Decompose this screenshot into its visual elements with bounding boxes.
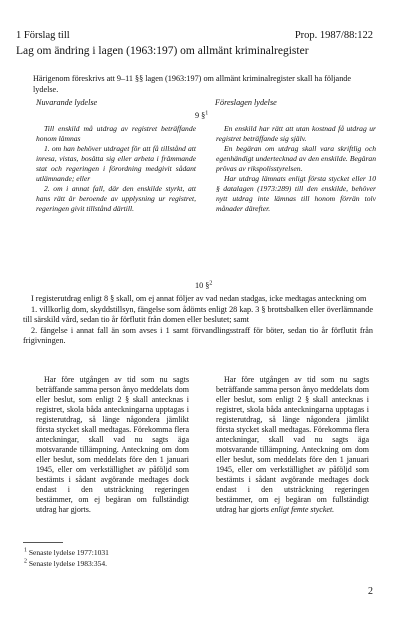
section-heading: 1 Förslag till (16, 30, 70, 41)
footnote-separator (23, 542, 63, 543)
paragraph-9-current (36, 124, 196, 214)
law-title: Lag om ändring i lagen (1963:197) om allmänt kriminalregister (16, 45, 309, 57)
paragraph-10-common (23, 294, 373, 347)
page-number: 2 (368, 586, 373, 597)
current-text-line: Till enskild må utdrag av registret beträffande honom lämnas (36, 124, 196, 143)
current-text-line: 1. om han behöver utdraget för att få tillstånd att inresa, vistas, bosätta sig eller arbeta i främmande stat och regeringen i förordning medgivit sådant utlämnande; eller (36, 144, 196, 183)
paragraph-10-item-2: 2. fängelse i annat fall än som avses i 1 samt förvandlingsstraff för böter, sedan tio år förflutit från frigivningen. (23, 325, 373, 345)
current-text: Har före utgången av tid som nu sagts beträffande samma person ånyo meddelats dom eller beslut, som enligt 2 § skall antecknas i registret, skola båda anteckningarna upptagas i registerutdrag, så länge någondera jämlikt första stycket skall medtagas. Förekomma flera anteckningar, skall vad nu sagts äga motsvarande tillämpning. Anteckning om dom eller beslut, som meddelats före den 1 januari 1945, eller om verkställighet av påföljd som bestämts i sådant avgörande medtages dock endast i den utsträckning regeringen bestämmer, om ej begäran om fullständigt utdrag har gjorts. (36, 375, 189, 514)
document-reference: Prop. 1987/88:122 (294, 30, 373, 41)
paragraph-10-current (36, 375, 189, 515)
paragraph-10-item-1: 1. villkorlig dom, skyddstillsyn, fängelse som ådömts enligt 28 kap. 3 § brottsbalken eller överlämnande till särskild vård, sedan tio år förflutit från domen eller beslutet; samt (23, 304, 374, 324)
footnote-1: $^1$ Senaste lydelse 1977:1031 (24, 547, 109, 557)
intro-text: Härigenom föreskrivs att 9–11 §§ lagen (1963:197) om allmänt kriminalregister skall ha följande lydelse. (33, 74, 352, 94)
paragraph-10-intro: I registerutdrag enligt 8 § skall, om ej annat följer av vad nedan stadgas, icke medtagas anteckning om (31, 294, 367, 303)
paragraph-10-number: 10 §$^2$ (195, 280, 213, 290)
proposed-italic-text: enligt femte stycket. (270, 505, 335, 514)
proposed-text: Har före utgången av tid som nu sagts beträffande samma person ånyo meddelats dom eller beslut, som enligt 2 § skall antecknas i registret, skola båda anteckningarna upptagas i registerutdrag, så länge någondera jämlikt första stycket skall medtagas. Förekomma flera anteckningar, skall vad nu sagts äga motsvarande tillämpning. Anteckning om dom eller beslut, som meddelats före den 1 januari 1945, eller om verkställighet av påföljd som bestämts i sådant avgörande medtages dock endast i den utsträckning regeringen bestämmer, om ej begäran om fullständigt utdrag har gjorts enligt femte stycket. (216, 375, 369, 514)
current-wording-heading: Nuvarande lydelse (36, 98, 98, 107)
proposed-text-line: Har utdrag lämnats enligt första stycket eller 10 § datalagen (1973:289) till den enskilde, behöver nytt utdrag inte lämnas till honom förrän tolv månader därefter. (216, 174, 376, 213)
footnote-ref-2: 2 (209, 280, 213, 287)
current-text-line: 2. om i annat fall, där den enskilde styrkt, att hans rätt är beroende av upplysning ur registret, regeringen givit tillstånd därtill. (36, 184, 196, 213)
paragraph-9-number: 9 §$^1$ (195, 110, 209, 120)
proposed-wording-heading: Föreslagen lydelse (215, 98, 277, 107)
paragraph-10-proposed (216, 375, 369, 515)
footnote-2: $^2$ Senaste lydelse 1983:354. (24, 558, 107, 568)
proposed-text-line: En begäran om utdrag skall vara skriftlig och egenhändigt undertecknad av den enskilde. Begäran prövas av rikspolisstyrelsen. (216, 144, 376, 173)
paragraph-9-proposed (216, 124, 376, 214)
proposed-text-line: En enskild har rätt att utan kostnad få utdrag ur registret beträffande sig själv. (216, 124, 376, 143)
footnote-ref-1: 1 (205, 110, 209, 117)
